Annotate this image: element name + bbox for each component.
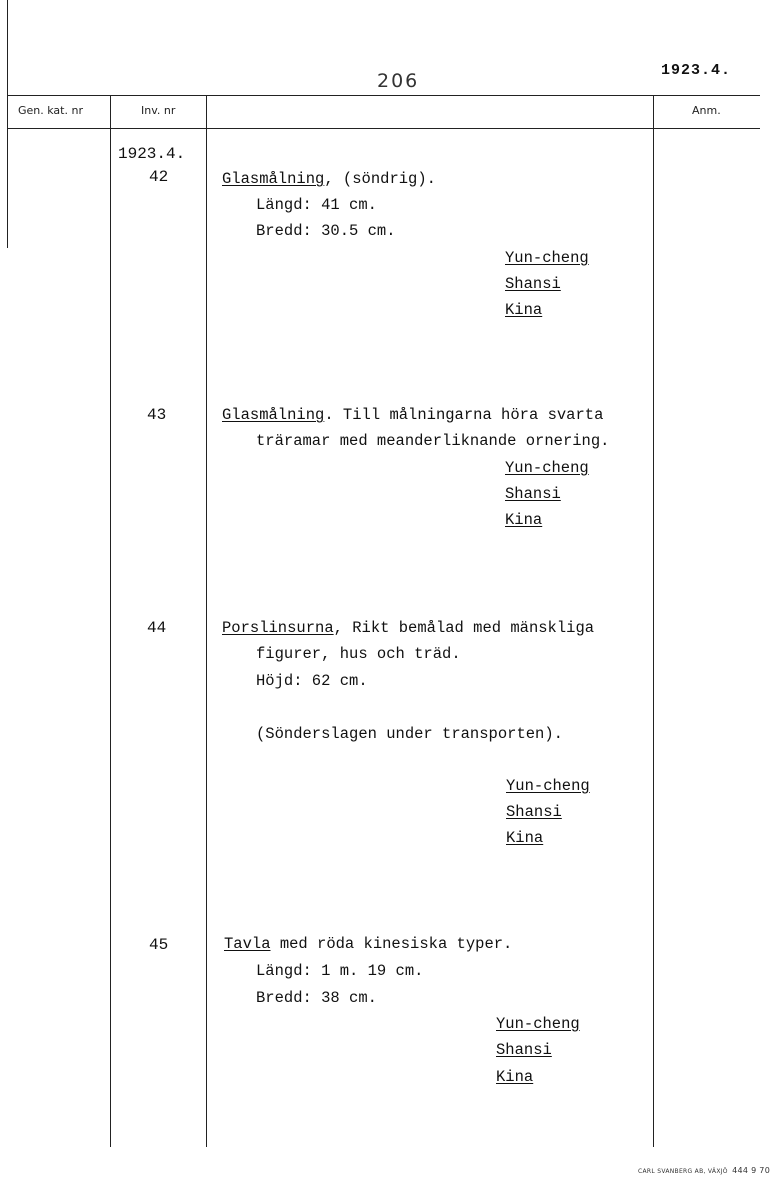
entry-title-rest: , Rikt bemålad med mänskliga bbox=[333, 619, 595, 637]
place-country: Kina bbox=[496, 1068, 534, 1086]
place-locality: Yun-cheng bbox=[505, 459, 589, 477]
place-country: Kina bbox=[505, 301, 543, 319]
printer-imprint bbox=[638, 1166, 770, 1175]
entry-title-line bbox=[224, 935, 512, 953]
inventory-number: 44 bbox=[147, 619, 167, 637]
place-country: Kina bbox=[505, 511, 543, 529]
column-header-anm: Anm. bbox=[692, 104, 721, 117]
entry-title-line bbox=[222, 406, 603, 424]
place-province: Shansi bbox=[505, 485, 561, 503]
printer-name: CARL SVANBERG AB, VÄXJÖ bbox=[638, 1168, 728, 1175]
entry-title-rest: . Till målningarna höra svarta bbox=[324, 406, 604, 424]
inventory-number: 42 bbox=[149, 168, 169, 186]
batch-label: 1923.4. bbox=[118, 145, 186, 163]
inventory-number: 43 bbox=[147, 406, 167, 424]
column-rule-gen-inv bbox=[110, 95, 111, 1147]
entry-line: Bredd: 38 cm. bbox=[256, 989, 377, 1007]
entry-line: (Sönderslagen under transporten). bbox=[256, 725, 563, 743]
entry-title-line bbox=[222, 170, 436, 188]
form-code: 444 9 70 bbox=[732, 1166, 771, 1175]
place-province: Shansi bbox=[496, 1041, 552, 1059]
entry-line: Längd: 41 cm. bbox=[256, 196, 377, 214]
place-province: Shansi bbox=[505, 275, 561, 293]
place-locality: Yun-cheng bbox=[496, 1015, 580, 1033]
column-header-gen-kat: Gen. kat. nr bbox=[18, 104, 83, 117]
left-margin-rule bbox=[7, 0, 8, 248]
place-locality: Yun-cheng bbox=[505, 249, 589, 267]
entry-line: Längd: 1 m. 19 cm. bbox=[256, 962, 424, 980]
entry-title: Glasmålning bbox=[222, 406, 325, 424]
entry-title: Tavla bbox=[224, 935, 271, 953]
place-country: Kina bbox=[506, 829, 544, 847]
inventory-number: 45 bbox=[149, 936, 169, 954]
header-bottom-rule bbox=[7, 128, 760, 129]
entry-line: Bredd: 30.5 cm. bbox=[256, 222, 396, 240]
place-province: Shansi bbox=[506, 803, 562, 821]
entry-title-line bbox=[222, 619, 594, 637]
entry-title-rest: , (söndrig). bbox=[324, 170, 436, 188]
place-locality: Yun-cheng bbox=[506, 777, 590, 795]
entry-title-rest: med röda kinesiska typer. bbox=[270, 935, 513, 953]
entry-line: figurer, hus och träd. bbox=[256, 645, 461, 663]
entry-title: Porslinsurna bbox=[222, 619, 334, 637]
entry-line: Höjd: 62 cm. bbox=[256, 672, 368, 690]
column-header-inv: Inv. nr bbox=[141, 104, 176, 117]
entry-line: träramar med meanderliknande ornering. bbox=[256, 432, 610, 450]
column-rule-inv-desc bbox=[206, 95, 207, 1147]
header-top-rule bbox=[7, 95, 760, 96]
page-number: 206 bbox=[377, 70, 420, 92]
entry-title: Glasmålning bbox=[222, 170, 325, 188]
column-rule-desc-anm bbox=[653, 95, 654, 1147]
accession-number: 1923.4. bbox=[661, 62, 732, 79]
